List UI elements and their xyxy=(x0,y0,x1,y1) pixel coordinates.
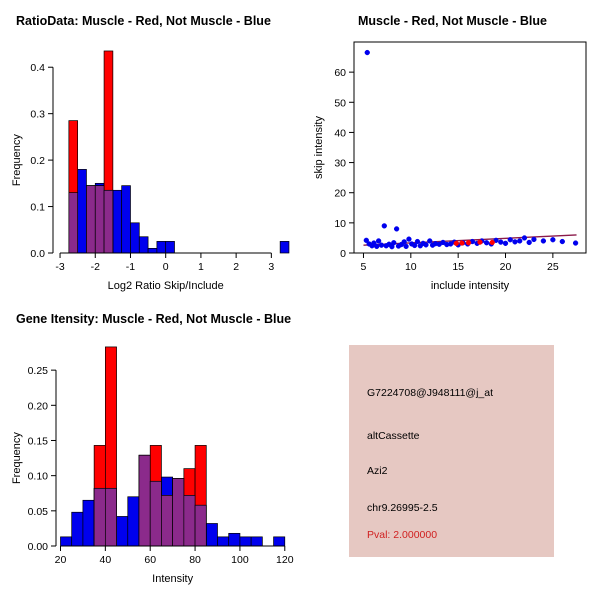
svg-text:0: 0 xyxy=(340,248,346,260)
svg-text:40: 40 xyxy=(334,127,346,140)
svg-text:include intensity: include intensity xyxy=(430,280,510,292)
svg-text:10: 10 xyxy=(404,261,417,273)
event-type-label: altCassette xyxy=(367,430,420,442)
svg-text:30: 30 xyxy=(334,157,346,170)
svg-text:5: 5 xyxy=(360,261,367,273)
probe-id-label: G7224708@J948111@j_at xyxy=(367,387,494,399)
svg-text:40: 40 xyxy=(99,554,112,566)
svg-text:0.05: 0.05 xyxy=(27,505,48,518)
svg-text:Intensity: Intensity xyxy=(152,573,194,585)
svg-text:0.0: 0.0 xyxy=(30,248,45,260)
svg-text:20: 20 xyxy=(54,554,67,566)
svg-text:0: 0 xyxy=(162,261,169,273)
svg-text:3: 3 xyxy=(268,261,275,273)
svg-text:0.3: 0.3 xyxy=(30,108,45,121)
scatter-title: Muscle - Red, Not Muscle - Blue xyxy=(358,14,547,28)
gene-intensity-plot xyxy=(8,328,308,596)
scatter-plot xyxy=(308,30,600,305)
svg-text:0.4: 0.4 xyxy=(30,62,45,75)
ratio-histogram-title: RatioData: Muscle - Red, Not Muscle - Blue xyxy=(16,14,271,28)
gene-info-box xyxy=(349,345,554,557)
svg-text:50: 50 xyxy=(334,97,346,110)
svg-text:0.15: 0.15 xyxy=(27,435,48,448)
svg-text:25: 25 xyxy=(547,261,559,273)
svg-text:0.20: 0.20 xyxy=(27,400,48,413)
pval-label: Pval: 2.000000 xyxy=(367,529,438,541)
svg-text:Frequency: Frequency xyxy=(11,134,23,187)
svg-text:60: 60 xyxy=(144,554,157,566)
svg-text:20: 20 xyxy=(499,261,512,273)
svg-text:-1: -1 xyxy=(125,261,136,273)
svg-text:0.25: 0.25 xyxy=(27,365,48,378)
svg-text:1: 1 xyxy=(197,261,204,273)
svg-text:2: 2 xyxy=(233,261,240,273)
svg-text:60: 60 xyxy=(334,67,346,80)
svg-text:0.2: 0.2 xyxy=(30,155,45,168)
svg-text:20: 20 xyxy=(334,187,346,200)
svg-text:0.00: 0.00 xyxy=(27,541,48,553)
svg-text:120: 120 xyxy=(276,554,294,566)
svg-text:Frequency: Frequency xyxy=(11,432,23,485)
svg-text:skip intensity: skip intensity xyxy=(313,116,325,179)
svg-text:-3: -3 xyxy=(55,261,65,273)
ratio-histogram-plot xyxy=(8,30,308,305)
svg-text:15: 15 xyxy=(452,261,465,273)
ratio-histogram-panel xyxy=(8,14,308,304)
gene-intensity-panel xyxy=(8,312,308,597)
gene-name-label: Azi2 xyxy=(367,465,388,477)
svg-text:10: 10 xyxy=(334,217,346,230)
location-label: chr9.26995-2.5 xyxy=(367,502,438,514)
svg-text:0.10: 0.10 xyxy=(27,470,48,483)
gene-intensity-title: Gene Itensity: Muscle - Red, Not Muscle - Blue xyxy=(16,312,292,326)
svg-text:100: 100 xyxy=(231,554,249,566)
svg-text:Log2 Ratio Skip/Include: Log2 Ratio Skip/Include xyxy=(107,280,224,292)
svg-text:0.1: 0.1 xyxy=(30,201,45,214)
svg-text:-2: -2 xyxy=(90,261,100,273)
svg-text:80: 80 xyxy=(189,554,201,566)
scatter-panel xyxy=(308,14,600,304)
